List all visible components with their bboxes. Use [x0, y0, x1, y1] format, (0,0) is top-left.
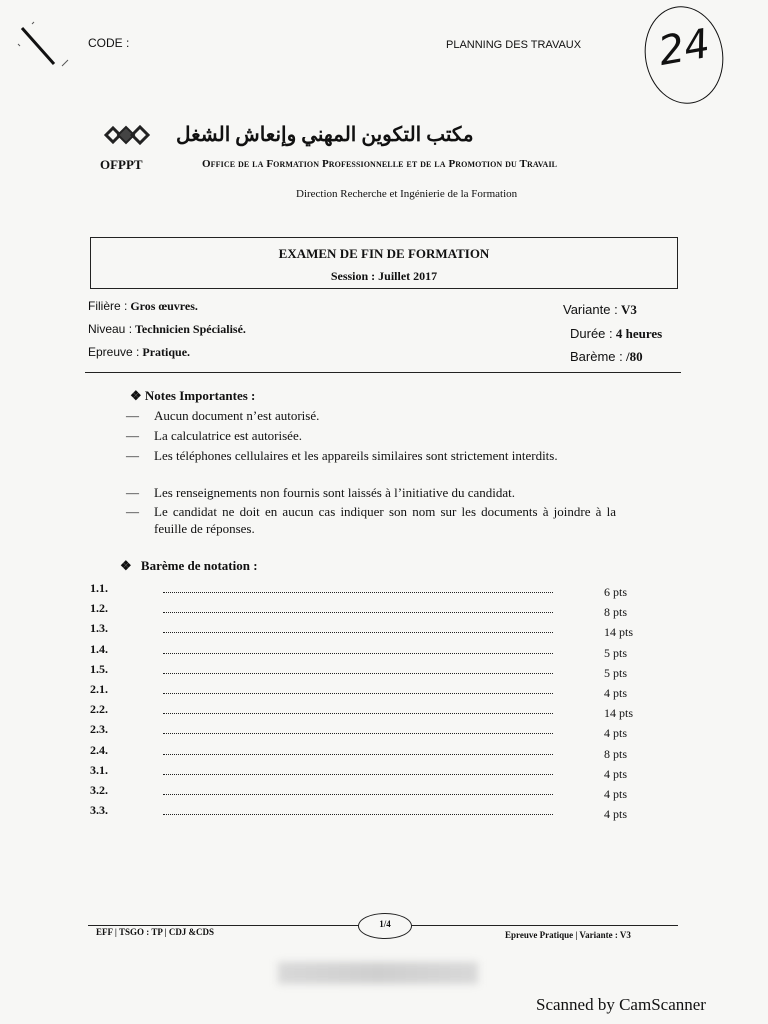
- bareme-row-leader: [163, 754, 553, 755]
- bareme-title-text: Barème de notation :: [140, 558, 258, 573]
- bareme-row-leader: [163, 632, 553, 633]
- dash-bullet: —: [126, 448, 139, 463]
- bareme-row-leader: [163, 794, 553, 795]
- section-divider: [85, 372, 681, 373]
- bareme-row-points: 4 pts: [604, 787, 628, 801]
- page-number-oval: [358, 913, 412, 939]
- note-item: [126, 447, 616, 464]
- note-text: Aucun document n’est autorisé.: [154, 408, 320, 423]
- niveau-label: Niveau :: [88, 322, 133, 336]
- diamond-bullet-icon: ❖: [130, 388, 142, 403]
- bareme-row-number: 3.2.: [90, 783, 108, 797]
- exam-title: EXAMEN DE FIN DE FORMATION: [278, 246, 490, 261]
- epreuve-value: Pratique.: [142, 345, 191, 359]
- pen-scribble-mark: [14, 14, 74, 74]
- bareme-row-points: 8 pts: [604, 605, 628, 619]
- bareme-row-points: 14 pts: [604, 706, 634, 720]
- bareme-row-leader: [163, 713, 553, 714]
- exam-header-box: [90, 237, 678, 289]
- diamond-bullet-icon: ❖: [120, 558, 132, 573]
- bareme-row-number: 2.1.: [90, 682, 108, 696]
- dash-bullet: —: [126, 408, 139, 423]
- dash-bullet: —: [126, 428, 139, 443]
- bareme-row-number: 1.5.: [90, 662, 108, 676]
- filiere-line: [88, 299, 198, 314]
- note-item: [126, 484, 616, 501]
- epreuve-line: [88, 345, 190, 360]
- bareme-row-number: 1.3.: [90, 621, 108, 635]
- exam-session: Session : Juillet 2017: [330, 269, 438, 283]
- bareme-row-number: 2.3.: [90, 722, 108, 736]
- note-item: [126, 407, 616, 424]
- direction-name: Direction Recherche et Ingénierie de la Formation: [296, 188, 518, 200]
- bareme-row-number: 1.1.: [90, 581, 108, 595]
- institution-full-name: Office de la Formation Professionnelle et de la Promotion du Travail: [202, 158, 558, 170]
- bareme-row-points: 4 pts: [604, 686, 628, 700]
- note-item: [126, 503, 616, 537]
- bareme-row-points: 4 pts: [604, 726, 628, 740]
- handwritten-circled-number: [637, 0, 731, 110]
- bareme-row-leader: [163, 693, 553, 694]
- duree-value: 4 heures: [615, 326, 663, 341]
- dash-bullet: —: [126, 485, 139, 500]
- footer-left-text: EFF | TSGO : TP | CDJ &CDS: [96, 927, 215, 937]
- bareme-row-points: 4 pts: [604, 767, 628, 781]
- bareme-row-number: 1.2.: [90, 601, 108, 615]
- duree-label: Durée :: [570, 326, 613, 341]
- handwritten-number: 24: [655, 20, 714, 75]
- niveau-value: Technicien Spécialisé.: [135, 322, 246, 336]
- notes-title: [130, 388, 255, 404]
- bareme-row-leader: [163, 612, 553, 613]
- bareme-value: /80: [626, 349, 643, 364]
- bareme-row-leader: [163, 733, 553, 734]
- bareme-row-number: 2.4.: [90, 743, 108, 757]
- bareme-row-number: 3.3.: [90, 803, 108, 817]
- filiere-label: Filière :: [88, 299, 128, 313]
- ofppt-short-name: OFPPT: [100, 157, 143, 172]
- bareme-row-number: 2.2.: [90, 702, 108, 716]
- planning-label: PLANNING DES TRAVAUX: [446, 39, 582, 51]
- footer-right-text: Epreuve Pratique | Variante : V3: [505, 930, 631, 940]
- bareme-row-points: 5 pts: [604, 646, 628, 660]
- code-label: CODE :: [88, 36, 130, 50]
- arabic-institution-name: مكتب التكوين المهني وإنعاش الشغل: [176, 124, 474, 146]
- bareme-row-leader: [163, 653, 553, 654]
- note-text: La calculatrice est autorisée.: [154, 428, 302, 443]
- bareme-row-leader: [163, 673, 553, 674]
- dash-bullet: —: [126, 504, 139, 519]
- bareme-label: Barème :: [570, 349, 623, 364]
- bareme-row-points: 4 pts: [604, 807, 628, 821]
- note-text: Les renseignements non fournis sont laissés à l’initiative du candidat.: [154, 485, 516, 500]
- ofppt-logo-icon: [96, 120, 156, 150]
- bareme-line: [570, 349, 643, 365]
- bareme-row-leader: [163, 774, 553, 775]
- niveau-line: [88, 322, 246, 337]
- duree-line: [570, 326, 662, 342]
- bareme-row-number: 1.4.: [90, 642, 108, 656]
- note-item: [126, 427, 616, 444]
- variante-value: V3: [620, 302, 637, 317]
- bareme-row-points: 5 pts: [604, 666, 628, 680]
- bareme-row-points: 6 pts: [604, 585, 628, 599]
- camscanner-watermark: Scanned by CamScanner: [536, 995, 706, 1014]
- epreuve-label: Epreuve :: [88, 345, 140, 359]
- bareme-row-points: 8 pts: [604, 747, 628, 761]
- page-number: 1/4: [379, 919, 391, 929]
- notes-title-text: Notes Importantes :: [144, 388, 256, 403]
- bareme-row-leader: [163, 814, 553, 815]
- filiere-value: Gros œuvres.: [130, 299, 198, 313]
- bareme-row-number: 3.1.: [90, 763, 108, 777]
- bareme-row-leader: [163, 592, 553, 593]
- variante-line: [563, 302, 637, 318]
- note-text: Les téléphones cellulaires et les appareils similaires sont strictement interdits.: [154, 448, 558, 463]
- variante-label: Variante :: [563, 302, 618, 317]
- scan-smudge: [278, 962, 478, 984]
- bareme-title: [120, 558, 258, 574]
- bareme-row-points: 14 pts: [604, 625, 634, 639]
- note-text: Le candidat ne doit en aucun cas indiquer son nom sur les documents à joindre à la feuille de réponses.: [154, 504, 616, 536]
